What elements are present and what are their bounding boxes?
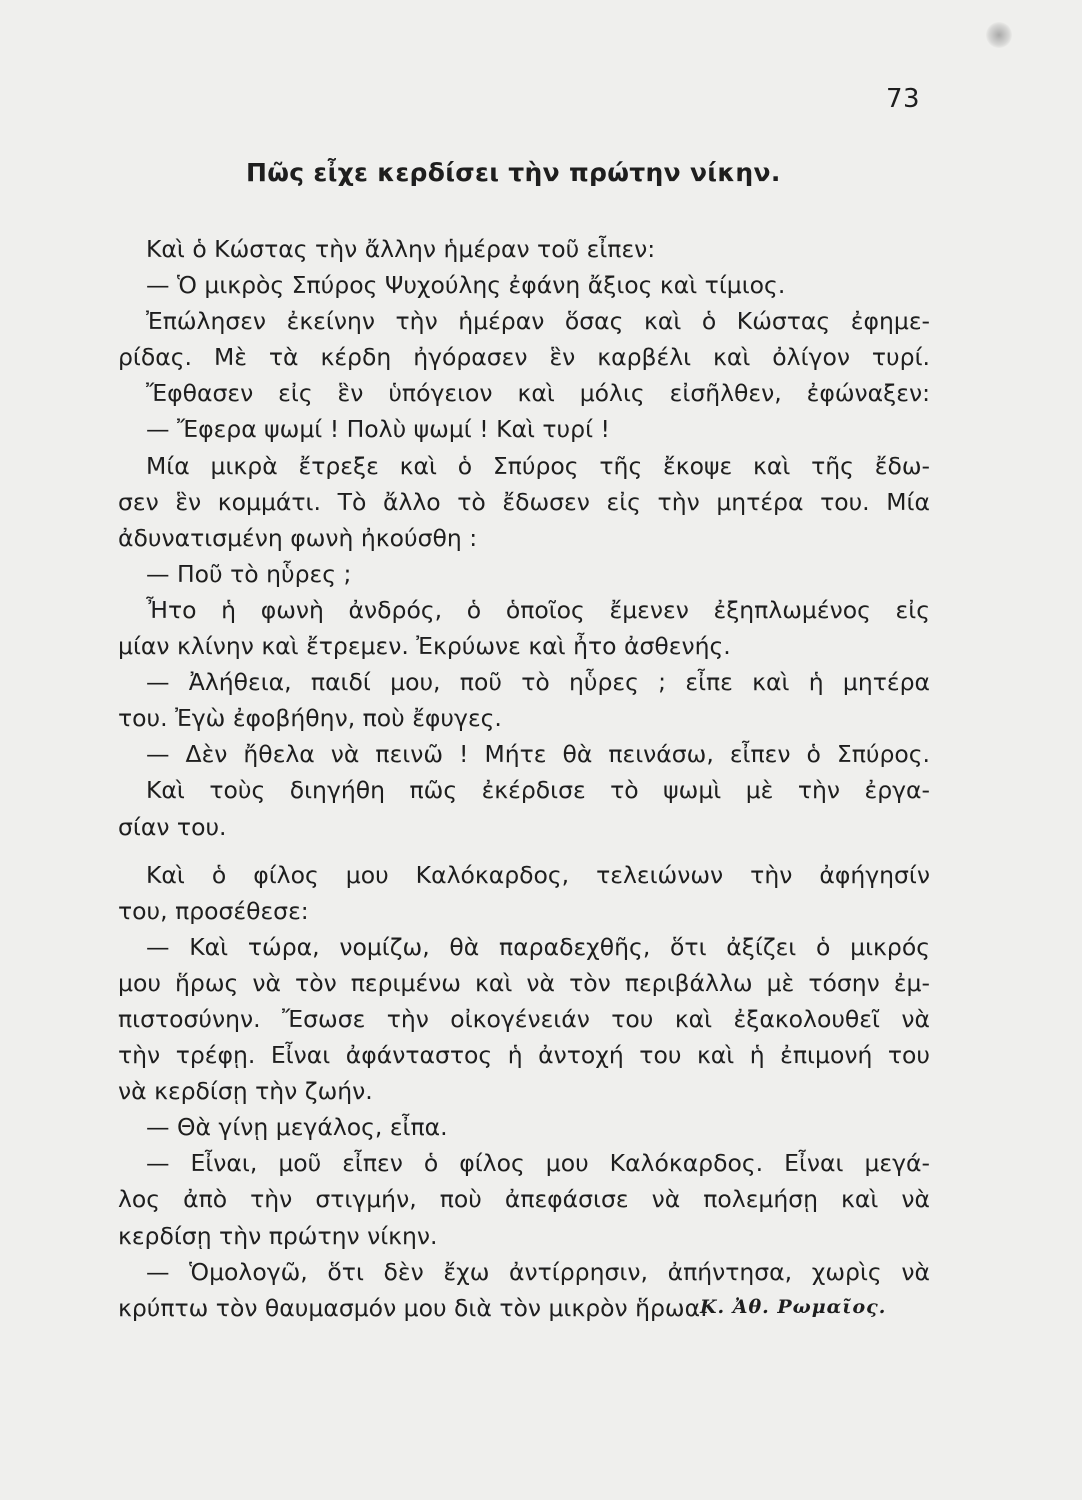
text-line: — Ποῦ τὸ ηὗρες ; [146,559,352,588]
text-line: σίαν του. [118,812,227,841]
text-line: κερδίσῃ τὴν πρώτην νίκην. [118,1221,438,1250]
page-number: 73 [886,84,921,114]
text-line: τὴν τρέφῃ. Εἶναι ἀφάνταστος ἡ ἀντοχή του καὶ ἡ ἐπιμονή του [118,1041,930,1070]
text-line: ρίδας. Μὲ τὰ κέρδη ἠγόρασεν ἓν καρβέλι καὶ ὀλίγον τυρί. [118,343,930,372]
text-line: Καὶ τοὺς διηγήθη πῶς ἐκέρδισε τὸ ψωμὶ μὲ τὴν ἐργα- [146,776,930,805]
text-line: Ἐπώλησεν ἐκείνην τὴν ἡμέραν ὅσας καὶ ὁ Κώστας ἐφημε- [146,307,930,336]
text-line: νὰ κερδίσῃ τὴν ζωήν. [118,1077,373,1106]
text-line: μίαν κλίνην καὶ ἔτρεμεν. Ἐκρύωνε καὶ ἦτο ἀσθενής. [118,632,731,661]
text-line: — Ἀλήθεια, παιδί μου, ποῦ τὸ ηὗρες ; εἶπε καὶ ἡ μητέρα [146,668,930,697]
story-body [118,231,930,1326]
ink-smudge [986,22,1012,48]
text-line: Ἔφθασεν εἰς ἓν ὑπόγειον καὶ μόλις εἰσῆλθεν, ἐφώναξεν: [146,379,930,408]
text-line: — Ἔφερα ψωμί ! Πολὺ ψωμί ! Καὶ τυρί ! [146,415,610,444]
text-line: — Καὶ τώρα, νομίζω, θὰ παραδεχθῆς, ὅτι ἀξίζει ὁ μικρός [146,932,930,961]
text-line: μου ἥρως νὰ τὸν περιμένω καὶ νὰ τὸν περιβάλλω μὲ τόσην ἐμ- [118,968,930,997]
text-line: — Ὁ μικρὸς Σπύρος Ψυχούλης ἐφάνη ἄξιος καὶ τίμιος. [146,271,786,300]
text-line: Καὶ ὁ φίλος μου Καλόκαρδος, τελειώνων τὴν ἀφήγησίν [146,860,930,889]
text-line: κρύπτω τὸν θαυμασμόν μου διὰ τὸν μικρὸν ἥρωα. [118,1293,708,1322]
story-title: Πῶς εἶχε κερδίσει τὴν πρώτην νίκην. [246,158,781,187]
text-line: λος ἀπὸ τὴν στιγμήν, ποὺ ἀπεφάσισε νὰ πολεμήσῃ καὶ νὰ [118,1185,930,1214]
text-line: Μία μικρὰ ἔτρεξε καὶ ὁ Σπύρος τῆς ἔκοψε καὶ τῆς ἔδω- [146,451,930,480]
text-line: του. Ἐγὼ ἐφοβήθην, ποὺ ἔφυγες. [118,704,502,733]
text-line: Καὶ ὁ Κώστας τὴν ἄλλην ἡμέραν τοῦ εἶπεν: [146,235,656,263]
text-line: σεν ἓν κομμάτι. Τὸ ἄλλο τὸ ἔδωσεν εἰς τὴν μητέρα του. Μία [118,487,930,516]
text-line: του, προσέθεσε: [118,896,309,925]
text-line: — Ὁμολογῶ, ὅτι δὲν ἔχω ἀντίρρησιν, ἀπήντησα, χωρὶς νὰ [146,1257,930,1286]
text-line: πιστοσύνην. Ἔσωσε τὴν οἰκογένειάν του καὶ ἐξακολουθεῖ νὰ [118,1004,930,1033]
text-line: ἀδυνατισμένη φωνὴ ἠκούσθη : [118,523,478,552]
author-signature: Κ. Ἀθ. Ρωμαῖος. [700,1296,887,1318]
text-line: Ἦτο ἡ φωνὴ ἀνδρός, ὁ ὁποῖος ἔμενεν ἐξηπλωμένος εἰς [146,595,930,624]
text-line: — Θὰ γίνῃ μεγάλος, εἶπα. [146,1113,448,1142]
text-line: — Δὲν ἤθελα νὰ πεινῶ ! Μήτε θὰ πεινάσω, εἶπεν ὁ Σπύρος. [146,740,930,769]
text-line: — Εἶναι, μοῦ εἶπεν ὁ φίλος μου Καλόκαρδος. Εἶναι μεγά- [146,1149,930,1178]
